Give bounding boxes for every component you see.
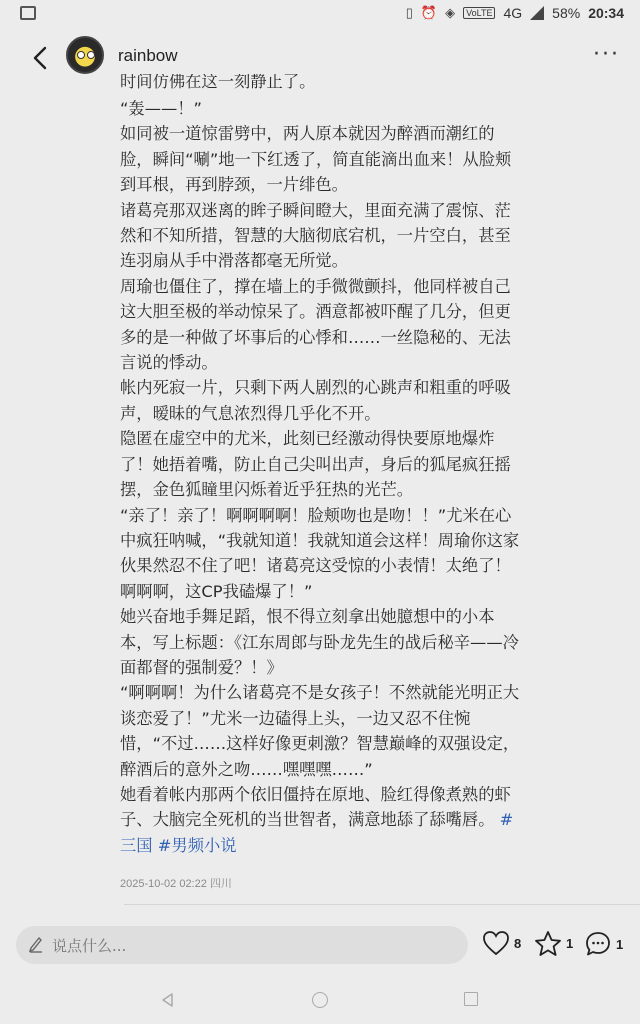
favorite-button[interactable] [534, 930, 573, 957]
heart-icon [482, 930, 510, 956]
comment-input[interactable] [16, 926, 468, 964]
paragraph: 周瑜也僵住了，撑在墙上的手微微颤抖，他同样被自己这大胆至极的举动惊呆了。酒意都被吓醒了几分，但更多的是一种做了坏事后的心悸和……一丝隐秘的、无法言说的悸动。 [120, 276, 511, 373]
clock: 20:34 [588, 5, 624, 21]
volte-badge: VoLTE [463, 7, 495, 19]
like-count: 8 [514, 935, 522, 951]
paragraph: 隐匿在虚空中的尤米，此刻已经激动得快要原地爆炸了！她捂着嘴，防止自己尖叫出声，身后的狐尾疯狂摇摆，金色狐瞳里闪烁着近乎狂热的光芒。 [120, 429, 511, 500]
hashtag-link[interactable]: #男频小说 [157, 835, 237, 855]
status-bar [0, 0, 640, 28]
wifi-icon: ◈ [445, 5, 456, 20]
back-arrow-icon[interactable] [26, 42, 58, 74]
hashtag-link[interactable]: #三国 [120, 810, 514, 855]
system-nav-bar [0, 980, 640, 1024]
nav-recents-icon[interactable] [464, 992, 478, 1006]
comment-button[interactable] [584, 930, 623, 958]
status-icons [406, 5, 624, 21]
battery-percent: 58% [552, 5, 581, 21]
comment-placeholder: 说点什么... [52, 937, 127, 955]
divider [124, 904, 640, 905]
network-type: 4G [503, 5, 523, 21]
like-button[interactable] [482, 930, 521, 956]
more-options-button[interactable]: ··· [593, 42, 620, 67]
cut-off-line: 时间仿佛在这一刻静止了。 [120, 74, 316, 91]
image-icon [20, 6, 36, 20]
paragraph: “啊啊啊！为什么诸葛亮不是女孩子！不然就能光明正大谈恋爱了！”尤米一边磕得上头，一边又忍不住惋惜，“不过……这样好像更刺激？智慧巅峰的双强设定，醉酒后的意外之吻……嘿嘿嘿……” [120, 683, 520, 779]
paragraph-with-tags: 她看着帐内那两个依旧僵持在原地、脸红得像煮熟的虾子、大脑完全死机的当世智者，满意地舔了舔嘴唇。 #三国 #男频小说 [120, 784, 514, 855]
paragraph: 她兴奋地手舞足蹈，恨不得立刻拿出她臆想中的小本本，写上标题：《江东周郎与卧龙先生的战后秘辛——冷面都督的强制爱？！》 [120, 607, 519, 677]
favorite-count: 1 [566, 936, 574, 951]
nav-back-icon[interactable] [160, 992, 176, 1008]
post-body [120, 74, 522, 898]
signal-icon [530, 6, 544, 20]
star-icon [534, 930, 562, 957]
paragraph: “轰——！” [120, 99, 202, 118]
alarm-icon: ⏰ [420, 5, 438, 20]
nav-home-icon[interactable] [312, 992, 328, 1008]
vibrate-icon: ▯ [405, 5, 413, 20]
paragraph: “亲了！亲了！啊啊啊啊！脸颊吻也是吻！！”尤米在心中疯狂呐喊，“我就知道！我就知道会这样！周瑜你这家伙果然忍不住了吧！诸葛亮这受惊的小表情！太绝了！啊啊啊，这CP我磕爆了！” [120, 505, 520, 601]
pen-icon [28, 935, 44, 953]
paragraph: 帐内死寂一片，只剩下两人剧烈的心跳声和粗重的呼吸声，暧昧的气息浓烈得几乎化不开。 [120, 378, 511, 423]
username[interactable]: rainbow [118, 46, 178, 65]
paragraph: 如同被一道惊雷劈中，两人原本就因为醉酒而潮红的脸，瞬间“唰”地一下红透了，简直能滴出血来！从脸颊到耳根，再到脖颈，一片绯色。 [120, 124, 512, 195]
post-meta: 2025-10-02 02:22 四川 [120, 878, 232, 891]
comment-bubble-icon [584, 930, 612, 958]
paragraph: 诸葛亮那双迷离的眸子瞬间瞪大，里面充满了震惊、茫然和不知所措，智慧的大脑彻底宕机，一片空白，甚至连羽扇从手中滑落都毫无所觉。 [120, 200, 511, 271]
avatar[interactable] [66, 36, 104, 74]
comment-count: 1 [616, 936, 624, 952]
